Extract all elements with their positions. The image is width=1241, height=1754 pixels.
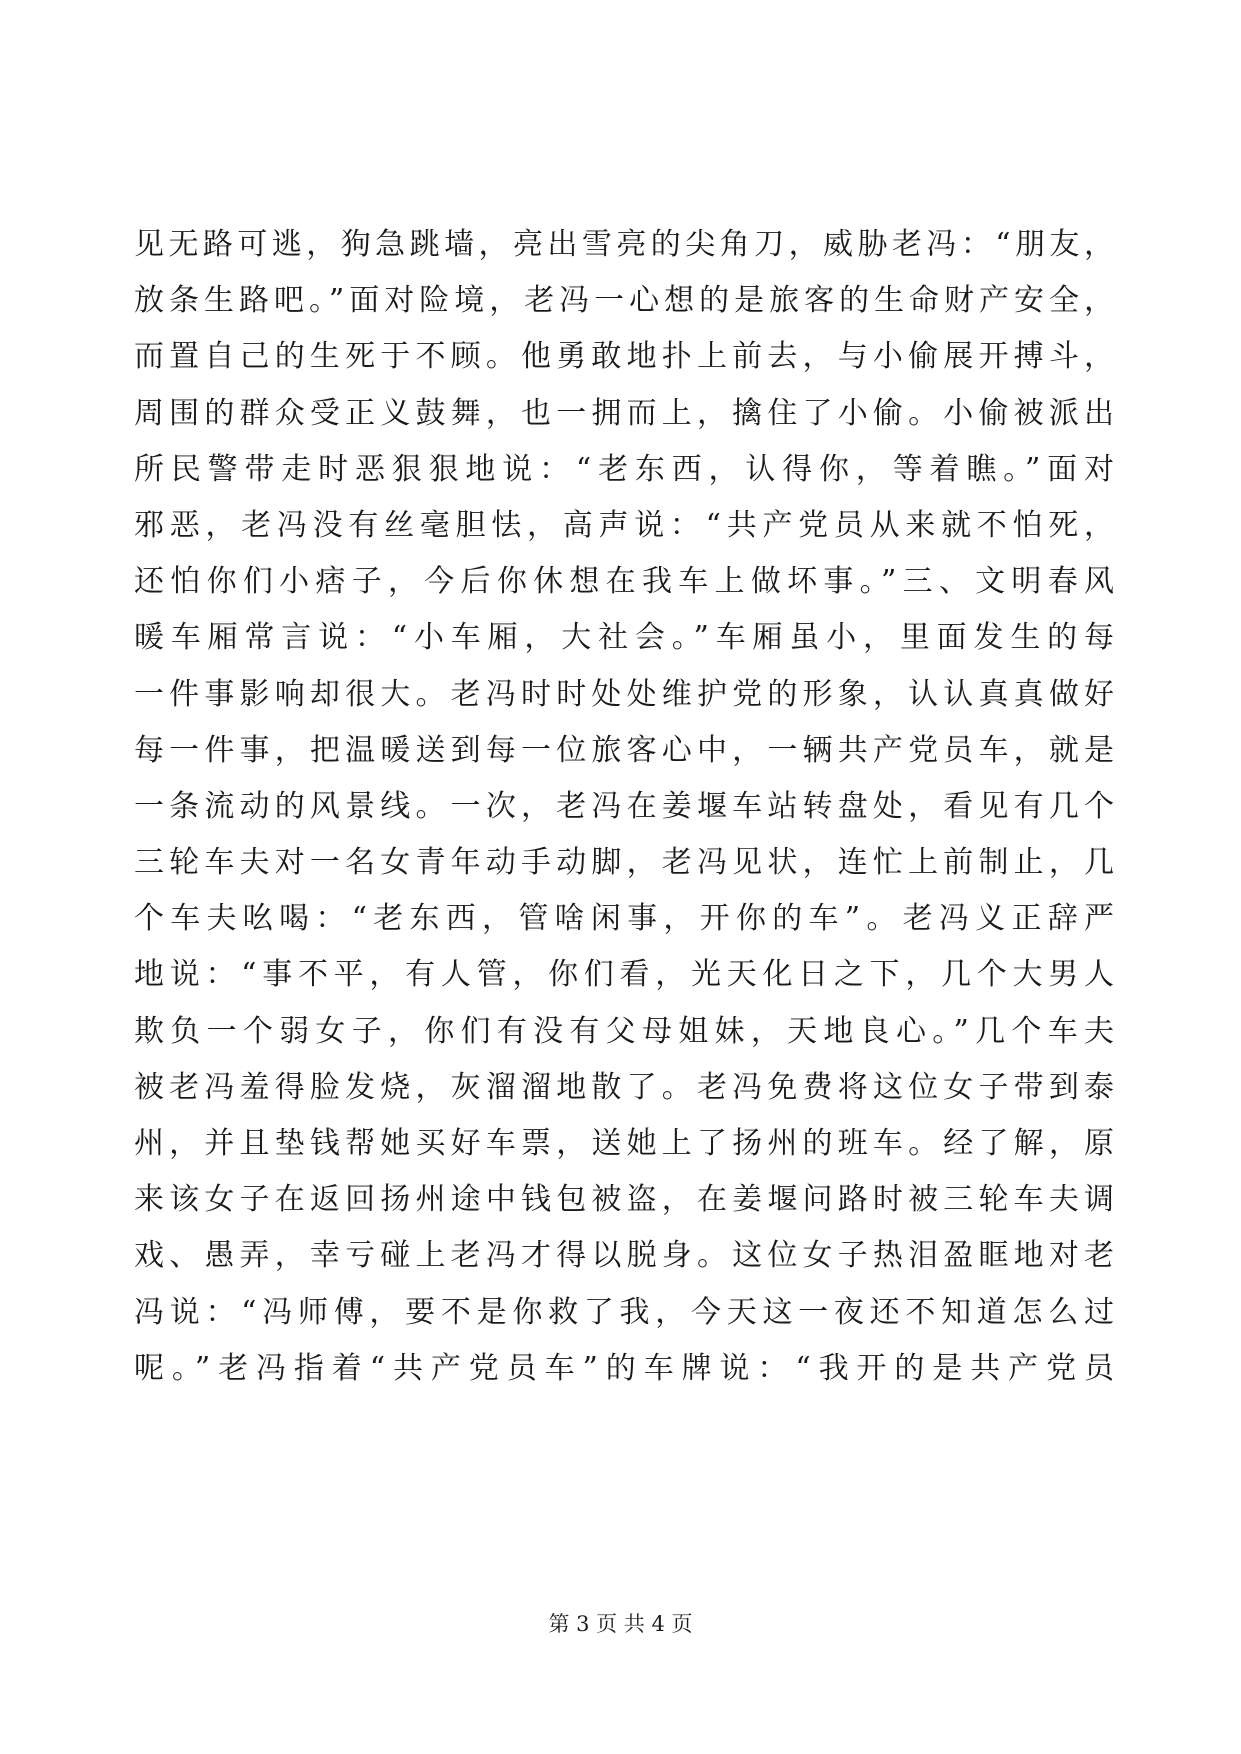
page-footer: 第 3 页 共 4 页: [548, 1612, 693, 1636]
text-line: 而置自己的生死于不顾。他勇敢地扑上前去，与小偷展开搏斗，: [134, 339, 1114, 375]
text-line: 放条生路吧。”面对险境，老冯一心想的是旅客的生命财产安全，: [134, 283, 1114, 319]
text-line: 一条流动的风景线。一次，老冯在姜堰车站转盘处，看见有几个: [134, 788, 1114, 824]
text-line: 见无路可逃，狗急跳墙，亮出雪亮的尖角刀，威胁老冯：“朋友，: [134, 227, 1114, 262]
text-line: 州，并且垫钱帮她买好车票，送她上了扬州的班车。经了解，原: [134, 1126, 1114, 1161]
body-text: [134, 217, 1114, 1397]
text-line: 三轮车夫对一名女青年动手动脚，老冯见状，连忙上前制止，几: [134, 845, 1114, 881]
text-line: 所民警带走时恶狠狠地说：“老东西，认得你，等着瞧。”面对: [134, 451, 1114, 487]
text-line: 冯说：“冯师傅，要不是你救了我，今天这一夜还不知道怎么过: [134, 1294, 1114, 1330]
text-line: 邪恶，老冯没有丝毫胆怯，高声说：“共产党员从来就不怕死，: [134, 507, 1114, 543]
text-line: 呢。”老冯指着“共产党员车”的车牌说：“我开的是共产党员: [134, 1350, 1114, 1386]
text-line: 暖车厢常言说：“小车厢，大社会。”车厢虽小，里面发生的每: [134, 620, 1114, 656]
text-line: 一件事影响却很大。老冯时时处处维护党的形象，认认真真做好: [134, 676, 1114, 712]
text-line: 被老冯羞得脸发烧，灰溜溜地散了。老冯免费将这位女子带到泰: [134, 1069, 1114, 1105]
text-line: 戏、愚弄，幸亏碰上老冯才得以脱身。这位女子热泪盈眶地对老: [134, 1238, 1114, 1274]
text-line: 欺负一个弱女子，你们有没有父母姐妹，天地良心。”几个车夫: [134, 1013, 1114, 1049]
text-line: 个车夫吆喝：“老东西，管啥闲事，开你的车”。老冯义正辞严: [134, 901, 1114, 937]
text-line: 还怕你们小痞子，今后你休想在我车上做坏事。”三、文明春风: [134, 564, 1114, 600]
text-line: 每一件事，把温暖送到每一位旅客心中，一辆共产党员车，就是: [134, 732, 1114, 768]
text-line: 周围的群众受正义鼓舞，也一拥而上，擒住了小偷。小偷被派出: [134, 395, 1114, 431]
text-line: 来该女子在返回扬州途中钱包被盗，在姜堰问路时被三轮车夫调: [134, 1182, 1114, 1218]
text-line: 地说：“事不平，有人管，你们看，光天化日之下，几个大男人: [134, 957, 1114, 993]
